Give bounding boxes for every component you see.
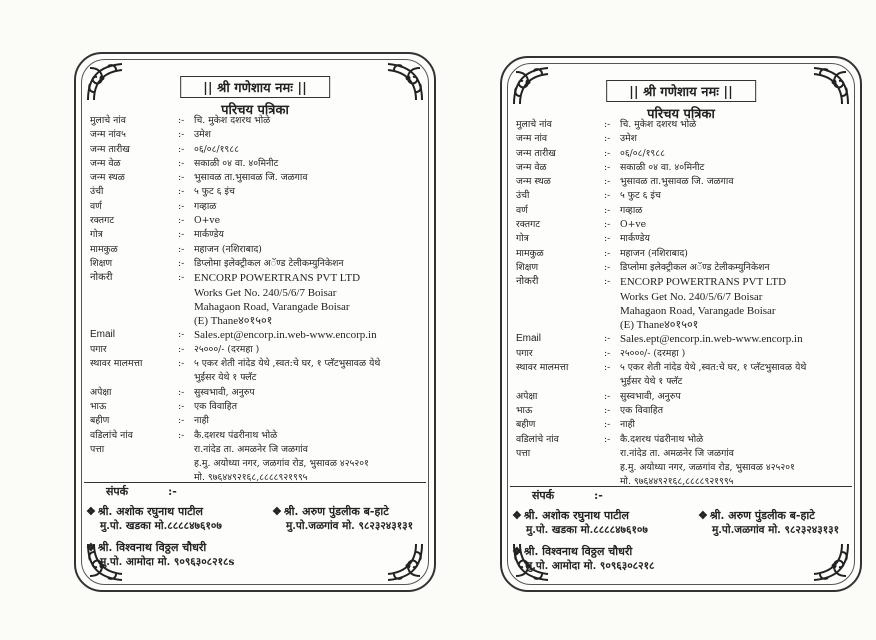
detail-label: वर्ण — [90, 200, 102, 212]
detail-value: डिप्लोमा इलेक्ट्रीकल अॅण्ड टेलीकम्युनिकेशन — [620, 261, 770, 273]
detail-label: उंची — [516, 190, 530, 202]
detail-separator: :- — [178, 215, 185, 227]
corner-ornament-icon — [380, 60, 426, 106]
detail-label: स्थावर मालमत्ता — [516, 362, 569, 374]
detail-value: सुस्वभावी, अनुरुप — [620, 390, 681, 402]
contact-heading — [532, 488, 603, 503]
detail-label: Email — [90, 329, 116, 341]
detail-separator: :- — [178, 329, 185, 341]
detail-value: मो. ९७६४४९२१६८,८८८८९२१९९५ — [620, 476, 734, 488]
detail-label: जन्म तारीख — [516, 147, 556, 159]
detail-value: ५ फुट ६ इंच — [194, 186, 235, 198]
detail-separator: :- — [178, 186, 185, 198]
detail-value: भुईसर येथे १ फ्लॅट — [194, 372, 257, 384]
detail-value: चि. मुकेश दशरथ भोळे — [620, 119, 697, 130]
detail-separator: :- — [604, 404, 611, 416]
detail-label: अपेक्षा — [90, 386, 112, 398]
detail-separator: :- — [178, 358, 185, 370]
detail-separator: :- — [178, 229, 185, 241]
detail-separator: :- — [604, 233, 611, 245]
detail-separator: :- — [604, 204, 611, 216]
contact-person — [512, 544, 655, 573]
detail-value: Works Get No. 240/5/6/7 Boisar — [620, 290, 763, 303]
detail-value: कै.दशरथ पंढरीनाथ भोळे — [194, 429, 278, 441]
detail-value: उमेश — [620, 133, 637, 145]
corner-ornament-icon — [806, 538, 852, 584]
detail-separator: :- — [178, 172, 185, 184]
card-subtitle: परिचय पत्रिका — [647, 107, 715, 122]
contact-divider — [510, 486, 852, 487]
detail-value: रा.नांदेड ता. अमळनेर जि जळगांव — [194, 443, 308, 455]
detail-value: उमेश — [194, 129, 211, 141]
detail-value: भुसावळ ता.भुसावळ जि. जळगाव — [620, 176, 734, 188]
detail-label: पत्ता — [90, 443, 105, 455]
detail-separator: :- — [178, 343, 185, 355]
detail-label: रक्तगट — [516, 219, 541, 231]
contact-separator: :- — [168, 485, 177, 498]
detail-value: ENCORP POWERTRANS PVT LTD — [194, 272, 361, 285]
detail-label: पगार — [516, 347, 533, 359]
detail-value: Sales.ept@encorp.in.web-www.encorp.in — [620, 333, 803, 346]
contact-name: श्री. विश्वनाथ विठ्ठल चौधरी — [97, 541, 207, 554]
card-header — [606, 80, 756, 122]
detail-label: भाऊ — [90, 400, 107, 412]
diamond-bullet-icon: ❖ — [272, 505, 282, 518]
detail-separator: :- — [604, 347, 611, 359]
detail-label: जन्म वेळ — [516, 161, 547, 173]
detail-separator: :- — [604, 176, 611, 188]
detail-label: पत्ता — [516, 447, 531, 459]
detail-label: अपेक्षा — [516, 390, 538, 402]
contact-name: श्री. अशोक रघुनाथ पाटील — [523, 509, 629, 522]
detail-value: (E) Thane४०१५०१ — [194, 315, 273, 328]
contact-label: संपर्क — [106, 485, 129, 498]
detail-label: मामकुळ — [90, 243, 118, 255]
detail-label: गोत्र — [516, 233, 529, 245]
detail-separator: :- — [604, 247, 611, 259]
contact-person — [698, 508, 839, 537]
detail-separator: :- — [604, 147, 611, 159]
detail-label: रक्तगट — [90, 215, 115, 227]
detail-value: गव्हाळ — [194, 200, 217, 212]
detail-value: O+ve — [194, 215, 221, 227]
detail-label: मामकुळ — [516, 247, 544, 259]
detail-value: Sales.ept@encorp.in.web-www.encorp.in — [194, 329, 377, 342]
detail-label: स्थावर मालमत्ता — [90, 358, 143, 370]
detail-label: मुलाचे नांव — [90, 115, 126, 126]
contact-label: संपर्क — [532, 489, 555, 502]
detail-separator: :- — [604, 119, 611, 130]
detail-value: सकाळी ०४ वा. ४०मिनीट — [620, 161, 705, 173]
detail-value: ५ फुट ६ इंच — [620, 190, 661, 202]
detail-separator: :- — [604, 276, 611, 288]
contact-address: मु.पो. खडका मो.८८८८४७६१०७ — [526, 524, 648, 536]
detail-value: Mahagaon Road, Varangade Boisar — [620, 304, 776, 317]
contact-address: मु.पो.जळगांव मो. ९८२३२४३१३१ — [712, 524, 840, 536]
detail-label: वडिलांचे नांव — [90, 429, 133, 441]
diamond-bullet-icon: ❖ — [698, 509, 708, 522]
detail-separator: :- — [604, 190, 611, 202]
detail-value: ह.मु. अयोध्या नगर, जळगांव रोड, भुसावळ ४२५२०१ — [194, 458, 369, 470]
detail-value: मो. ९७६४४९२१६८,८८८८९२१९९५ — [194, 472, 308, 484]
detail-separator: :- — [604, 419, 611, 431]
diamond-bullet-icon: ❖ — [512, 545, 522, 558]
detail-separator: :- — [604, 433, 611, 445]
detail-label: नोकरी — [90, 272, 113, 284]
corner-ornament-icon — [84, 60, 130, 106]
detail-separator: :- — [604, 219, 611, 231]
detail-value: ENCORP POWERTRANS PVT LTD — [620, 276, 787, 289]
contact-person — [86, 504, 222, 533]
contact-address: मु.पो. खडका मो.८८८८४७६१०७ — [100, 520, 222, 532]
contact-person — [512, 508, 648, 537]
detail-separator: :- — [604, 133, 611, 145]
detail-value: एक विवाहित — [194, 400, 238, 412]
detail-value: भुईसर येथे १ फ्लॅट — [620, 376, 683, 388]
detail-separator: :- — [178, 157, 185, 169]
detail-separator: :- — [178, 400, 185, 412]
detail-label: जन्म वेळ — [90, 157, 121, 169]
detail-separator: :- — [604, 362, 611, 374]
card-subtitle: परिचय पत्रिका — [221, 103, 289, 118]
detail-separator: :- — [604, 261, 611, 273]
corner-ornament-icon — [806, 64, 852, 110]
detail-value: गव्हाळ — [620, 204, 643, 216]
detail-separator: :- — [604, 161, 611, 173]
contact-address: मु.पो. आमोदा मो. ९०९६३०८२१८s — [100, 556, 235, 568]
detail-value: २५०००/- (दरमहा ) — [620, 347, 686, 359]
contact-name: श्री. अरुण पुंडलीक ब-हाटे — [283, 505, 389, 518]
diamond-bullet-icon: ❖ — [86, 505, 96, 518]
detail-label: वर्ण — [516, 204, 528, 216]
detail-separator: :- — [604, 333, 611, 345]
detail-label: पगार — [90, 343, 107, 355]
contact-name: श्री. अशोक रघुनाथ पाटील — [97, 505, 203, 518]
detail-value: (E) Thane४०१५०१ — [620, 319, 699, 332]
detail-value: भुसावळ ता.भुसावळ जि. जळगाव — [194, 172, 308, 184]
detail-value: Works Get No. 240/5/6/7 Boisar — [194, 286, 337, 299]
detail-value: महाजन (नशिराबाद) — [620, 247, 688, 259]
detail-label: वडिलांचे नांव — [516, 433, 559, 445]
detail-separator: :- — [178, 115, 185, 126]
detail-value: एक विवाहित — [620, 404, 664, 416]
detail-value: रा.नांदेड ता. अमळनेर जि जळगांव — [620, 447, 734, 459]
detail-value: २५०००/- (दरमहा ) — [194, 343, 260, 355]
detail-label: जन्म नांव५ — [90, 129, 126, 141]
contact-heading — [106, 484, 177, 499]
detail-label: जन्म तारीख — [90, 143, 130, 155]
detail-value: चि. मुकेश दशरथ भोळे — [194, 115, 271, 126]
contact-divider — [84, 482, 426, 483]
detail-value: डिप्लोमा इलेक्ट्रीकल अॅण्ड टेलीकम्युनिकेशन — [194, 257, 344, 269]
detail-label: जन्म स्थळ — [516, 176, 551, 188]
detail-label: जन्म नांव — [516, 133, 548, 145]
detail-value: O+ve — [620, 219, 647, 231]
detail-label: Email — [516, 333, 542, 345]
detail-value: ५ एकर शेती नांदेड येथे ,स्वत:चे घर, १ प्लॅटभुसावळ येथे — [620, 362, 807, 374]
detail-separator: :- — [178, 257, 185, 269]
detail-value: नाही — [194, 415, 209, 427]
detail-separator: :- — [178, 386, 185, 398]
detail-value: Mahagaon Road, Varangade Boisar — [194, 300, 350, 313]
detail-value: ५ एकर शेती नांदेड येथे ,स्वत:चे घर, १ प्लॅटभुसावळ येथे — [194, 358, 381, 370]
detail-separator: :- — [178, 143, 185, 155]
corner-ornament-icon — [380, 538, 426, 584]
biodata-card-right — [500, 56, 862, 592]
detail-value: ह.मु. अयोध्या नगर, जळगांव रोड, भुसावळ ४२५२०१ — [620, 462, 795, 474]
detail-separator: :- — [178, 429, 185, 441]
detail-separator: :- — [178, 415, 185, 427]
detail-separator: :- — [178, 200, 185, 212]
contact-person — [272, 504, 413, 533]
detail-label: शिक्षण — [516, 261, 539, 273]
detail-label: शिक्षण — [90, 257, 113, 269]
detail-label: बहीण — [90, 415, 110, 427]
detail-label: जन्म स्थळ — [90, 172, 125, 184]
detail-value: मार्कण्डेय — [620, 233, 650, 245]
card-title: || श्री गणेशाय नमः || — [606, 80, 756, 102]
card-header — [180, 76, 330, 118]
detail-value: मार्कण्डेय — [194, 229, 224, 241]
corner-ornament-icon — [510, 64, 556, 110]
contact-address: मु.पो.जळगांव मो. ९८२३२४३१३१ — [286, 520, 414, 532]
detail-label: उंची — [90, 186, 104, 198]
detail-value: सकाळी ०४ वा. ४०मिनीट — [194, 157, 279, 169]
detail-value: सुस्वभावी, अनुरुप — [194, 386, 255, 398]
biodata-card-left — [74, 52, 436, 592]
contact-person — [86, 540, 234, 569]
detail-label: बहीण — [516, 419, 536, 431]
detail-label: भाऊ — [516, 404, 533, 416]
contact-address: मु.पो. आमोदा मो. ९०९६३०८२१८ — [526, 560, 655, 572]
detail-value: नाही — [620, 419, 635, 431]
detail-value: ०६/०८/१९८८ — [194, 143, 239, 155]
detail-label: गोत्र — [90, 229, 103, 241]
card-title: || श्री गणेशाय नमः || — [180, 76, 330, 98]
contact-name: श्री. विश्वनाथ विठ्ठल चौधरी — [523, 545, 633, 558]
diamond-bullet-icon: ❖ — [86, 541, 96, 554]
detail-label: मुलाचे नांव — [516, 119, 552, 130]
detail-separator: :- — [178, 272, 185, 284]
detail-value: महाजन (नशिराबाद) — [194, 243, 262, 255]
contact-separator: :- — [594, 489, 603, 502]
detail-separator: :- — [604, 390, 611, 402]
detail-value: कै.दशरथ पंढरीनाथ भोळे — [620, 433, 704, 445]
contact-name: श्री. अरुण पुंडलीक ब-हाटे — [709, 509, 815, 522]
detail-separator: :- — [178, 243, 185, 255]
detail-value: ०६/०८/१९८८ — [620, 147, 665, 159]
detail-separator: :- — [178, 129, 185, 141]
diamond-bullet-icon: ❖ — [512, 509, 522, 522]
detail-label: नोकरी — [516, 276, 539, 288]
